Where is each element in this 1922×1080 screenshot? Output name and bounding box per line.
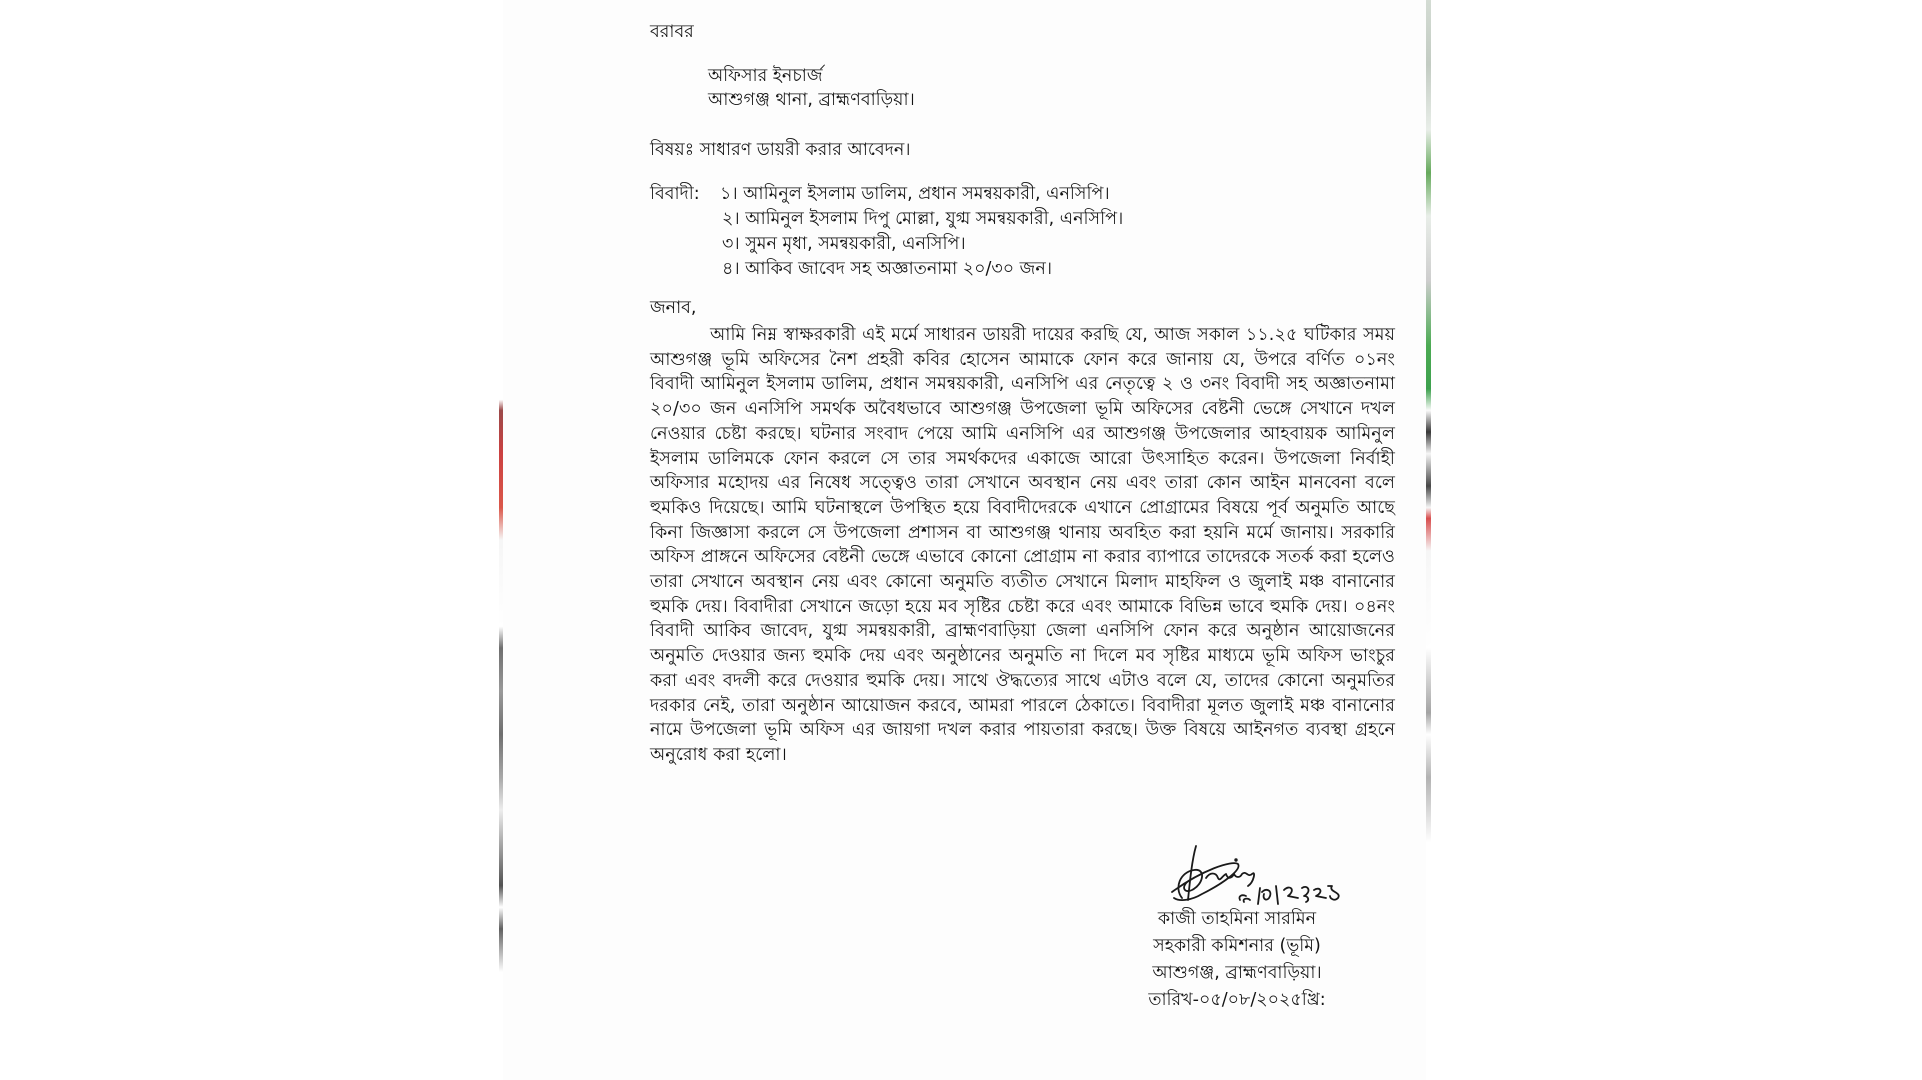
accused-item: ১। আমিনুল ইসলাম ডালিম, প্রধান সমন্বয়কারী, এনসিপি। (720, 184, 1110, 204)
greeting: জনাব, (650, 298, 697, 318)
accused-label: বিবাদী: (650, 184, 700, 204)
accused-item: ৩। সুমন মৃধা, সমন্বয়কারী, এনসিপি। (722, 234, 966, 254)
accused-list (650, 182, 1395, 282)
recipient-title: অফিসার ইনচার্জ (708, 66, 823, 86)
accused-row (650, 232, 1395, 257)
letter-date: তারিখ-০৫/০৮/২০২৫খ্রি: (1148, 990, 1326, 1010)
signatory-details (1132, 906, 1342, 1014)
accused-item: ৪। আকিব জাবেদ সহ অজ্ঞাতনামা ২০/৩০ জন। (722, 259, 1053, 279)
signatory-name: কাজী তাহমিনা সারমিন (1157, 909, 1317, 929)
accused-row (650, 182, 1395, 207)
signature-block (1132, 840, 1432, 1040)
recipient-block (708, 64, 915, 112)
salutation-to: বরাবর (650, 22, 694, 42)
signatory-designation: সহকারী কমিশনার (ভূমি) (1153, 936, 1321, 956)
accused-row (650, 207, 1395, 232)
signatory-location: আশুগঞ্জ, ব্রাহ্মণবাড়িয়া। (1152, 963, 1322, 983)
recipient-address: আশুগঞ্জ থানা, ব্রাহ্মণবাড়িয়া। (708, 90, 915, 110)
letter-subject: বিষয়ঃ সাধারণ ডায়রী করার আবেদন। (650, 140, 911, 160)
letter-body-paragraph: আমি নিম্ন স্বাক্ষরকারী এই মর্মে সাধারন ডায়রী দায়ের করছি যে, আজ সকাল ১১.২৫ ঘটিকার সময় আশুগঞ্জ ভূমি অফিসের নৈশ প্রহরী কবির হোসেন আমাকে ফোন করে জানায় যে, উপরে বর্ণিত ০১নং বিবাদী আমিনুল ইসলাম ডালিম, প্রধান সমন্বয়কারী, এনসিপি এর নেতৃত্বে ২ ও ৩নং বিবাদী সহ অজ্ঞাতনামা ২০/৩০ জন এনসিপি সমর্থক অবৈধভাবে আশুগঞ্জ উপজেলা ভূমি অফিসের বেষ্টনী ভেঙ্গে সেখানে দখল নেওয়ার চেষ্টা করছে। ঘটনার সংবাদ পেয়ে আমি এনসিপি এর আশুগঞ্জ উপজেলার আহবায়ক আমিনুল ইসলাম ডালিমকে ফোন করলে সে তার সমর্থকদের একাজে আরো উৎসাহিত করেন। উপজেলা নির্বাহী অফিসার মহোদয় এর নিষেধ সত্ত্বেও তারা সেখানে অবস্থান নেয় এবং তারা কোন আইন মানবেনা বলে হুমকিও দিয়েছে। আমি ঘটনাস্থলে উপস্থিত হয়ে বিবাদীদেরকে এখানে প্রোগ্রামের বিষয়ে পূর্ব অনুমতি আছে কিনা জিজ্ঞাসা করলে সে উপজেলা প্রশাসন বা আশুগঞ্জ থানায় অবহিত করা হয়নি মর্মে জানায়। সরকারি অফিস প্রাঙ্গনে অফিসের বেষ্টনী ভেঙ্গে এভাবে কোনো প্রোগ্রাম না করার ব্যাপারে তাদেরকে সতর্ক করা হলেও তারা সেখানে অবস্থান নেয় এবং কোনো অনুমতি ব্যতীত সেখানে মিলাদ মাহফিল ও জুলাই মঞ্চ বানানোর হুমকি দেয়। বিবাদীরা সেখানে জড়ো হয়ে মব সৃষ্টির চেষ্টা করে এবং আমাকে বিভিন্ন ভাবে হুমকি দেয়। ০৪নং বিবাদী আকিব জাবেদ, যুগ্ম সমন্বয়কারী, ব্রাহ্মণবাড়িয়া জেলা এনসিপি ফোন করে অনুষ্ঠান আয়োজনের অনুমতি দেওয়ার জন্য হুমকি দেয় এবং অনুষ্ঠানের অনুমতি না দিলে মব সৃষ্টির মাধ্যমে ভূমি অফিস ভাংচুর করা এবং বদলী করে দেওয়ার হুমকি দেয়। সাথে ঔদ্ধত্যের সাথে এটাও বলে যে, তাদের কোনো অনুমতির দরকার নেই, তারা অনুষ্ঠান আয়োজন করবে, আমরা পারলে ঠেকাতে। বিবাদীরা মূলত জুলাই মঞ্চ বানানোর নামে উপজেলা ভূমি অফিস এর জায়গা দখল করার পায়তারা করছে। উক্ত বিষয়ে আইনগত ব্যবস্থা গ্রহনে অনুরোধ করা হলো। (650, 325, 1395, 765)
accused-row (650, 257, 1395, 282)
accused-item: ২। আমিনুল ইসলাম দিপু মোল্লা, যুগ্ম সমন্বয়কারী, এনসিপি। (722, 209, 1124, 229)
